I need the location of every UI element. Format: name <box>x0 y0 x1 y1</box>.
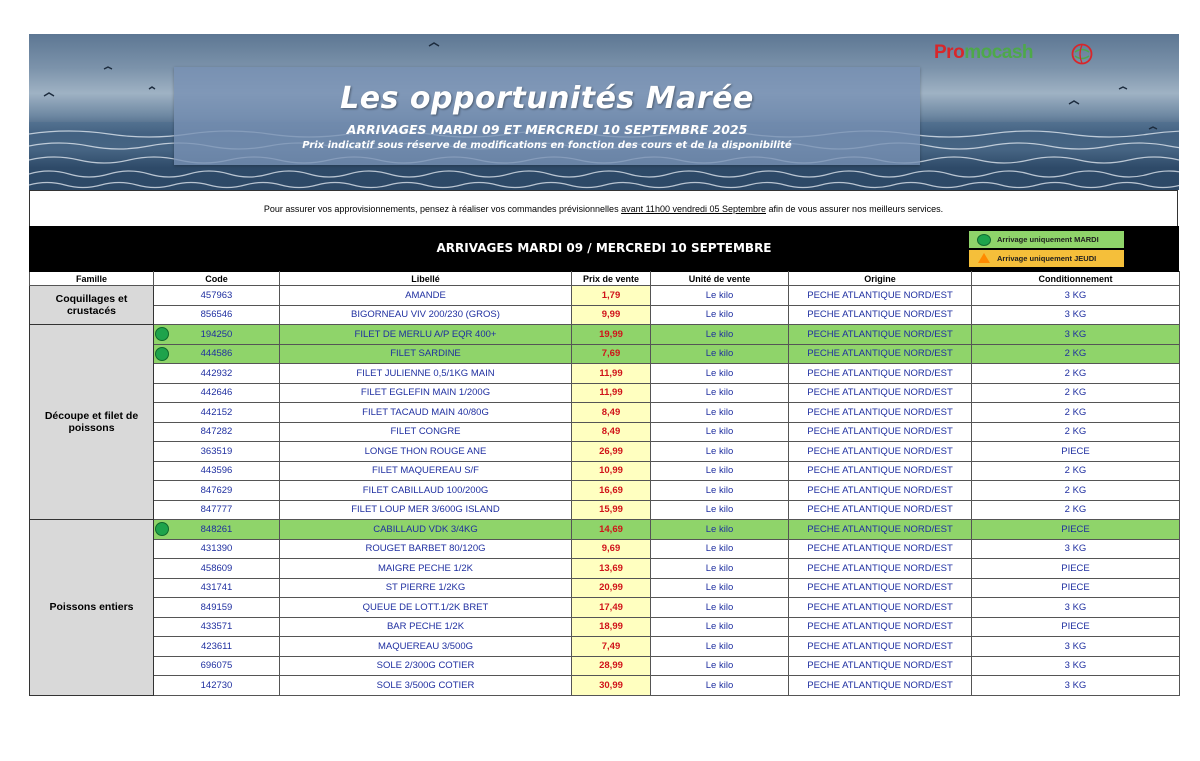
title-panel <box>174 67 920 165</box>
order-deadline: avant 11h00 vendredi 05 Septembre <box>621 204 767 214</box>
section-header <box>29 226 1179 271</box>
legend <box>969 231 1124 269</box>
table-row: 856546 BIGORNEAU VIV 200/230 (GROS) 9,99 Le kilo PECHE ATLANTIQUE NORD/EST 3 KG <box>30 305 1180 325</box>
col-prix: Prix de vente <box>572 272 651 286</box>
warning-triangle-icon <box>978 253 990 263</box>
promocash-logo: Promocash <box>934 42 1033 64</box>
globe-icon <box>1071 43 1093 65</box>
legend-jeudi: Arrivage uniquement JEUDI <box>969 250 1124 267</box>
table-row: 696075 SOLE 2/300G COTIER 28,99 Le kilo PECHE ATLANTIQUE NORD/EST 3 KG <box>30 656 1180 676</box>
table-row: 433571 BAR PECHE 1/2K 18,99 Le kilo PECHE ATLANTIQUE NORD/EST PIECE <box>30 617 1180 637</box>
product-table <box>29 271 1180 696</box>
table-row: 142730 SOLE 3/500G COTIER 30,99 Le kilo PECHE ATLANTIQUE NORD/EST 3 KG <box>30 676 1180 696</box>
col-unite: Unité de vente <box>651 272 789 286</box>
table-row: 431390 ROUGET BARBET 80/120G 9,69 Le kilo PECHE ATLANTIQUE NORD/EST 3 KG <box>30 539 1180 559</box>
table-header <box>30 272 1180 286</box>
table-row: 458609 MAIGRE PECHE 1/2K 13,69 Le kilo PECHE ATLANTIQUE NORD/EST PIECE <box>30 559 1180 579</box>
sea-banner <box>29 34 1179 190</box>
legend-mardi: Arrivage uniquement MARDI <box>969 231 1124 248</box>
price-disclaimer: Prix indicatif sous réserve de modifications en fonction des cours et de la disponibilité <box>302 140 792 151</box>
table-row: 847777 FILET LOUP MER 3/600G ISLAND 15,99 Le kilo PECHE ATLANTIQUE NORD/EST 2 KG <box>30 500 1180 520</box>
order-notice: Pour assurer vos approvisionnements, pensez à réaliser vos commandes prévisionnelles avant 11h00 vendredi 05 Septembre afin de vous assurer nos meilleurs services. <box>29 190 1178 226</box>
col-code: Code <box>154 272 280 286</box>
page-subtitle: ARRIVAGES MARDI 09 ET MERCREDI 10 SEPTEMBRE 2025 <box>346 122 748 137</box>
table-row: 363519 LONGE THON ROUGE ANE 26,99 Le kilo PECHE ATLANTIQUE NORD/EST PIECE <box>30 442 1180 462</box>
col-conditionnement: Conditionnement <box>972 272 1180 286</box>
mardi-marker-icon <box>155 522 169 536</box>
green-dot-icon <box>977 234 991 246</box>
table-row: 443596 FILET MAQUEREAU S/F 10,99 Le kilo PECHE ATLANTIQUE NORD/EST 2 KG <box>30 461 1180 481</box>
table-row: 849159 QUEUE DE LOTT.1/2K BRET 17,49 Le kilo PECHE ATLANTIQUE NORD/EST 3 KG <box>30 598 1180 618</box>
page-title: Les opportunités Marée <box>340 81 754 116</box>
section-title: ARRIVAGES MARDI 09 / MERCREDI 10 SEPTEMBRE <box>436 241 772 255</box>
col-famille: Famille <box>30 272 154 286</box>
table-row: 847629 FILET CABILLAUD 100/200G 16,69 Le kilo PECHE ATLANTIQUE NORD/EST 2 KG <box>30 481 1180 501</box>
table-row: 847282 FILET CONGRE 8,49 Le kilo PECHE ATLANTIQUE NORD/EST 2 KG <box>30 422 1180 442</box>
table-row: 431741 ST PIERRE 1/2KG 20,99 Le kilo PECHE ATLANTIQUE NORD/EST PIECE <box>30 578 1180 598</box>
family-cell: Poissons entiers <box>30 520 154 696</box>
table-row: 442152 FILET TACAUD MAIN 40/80G 8,49 Le kilo PECHE ATLANTIQUE NORD/EST 2 KG <box>30 403 1180 423</box>
mardi-marker-icon <box>155 327 169 341</box>
col-libelle: Libellé <box>280 272 572 286</box>
table-row: 442932 FILET JULIENNE 0,5/1KG MAIN 11,99 Le kilo PECHE ATLANTIQUE NORD/EST 2 KG <box>30 364 1180 384</box>
family-cell: Coquillages et crustacés <box>30 286 154 325</box>
family-cell: Découpe et filet de poissons <box>30 325 154 520</box>
table-row: 442646 FILET EGLEFIN MAIN 1/200G 11,99 Le kilo PECHE ATLANTIQUE NORD/EST 2 KG <box>30 383 1180 403</box>
table-row: 423611 MAQUEREAU 3/500G 7,49 Le kilo PECHE ATLANTIQUE NORD/EST 3 KG <box>30 637 1180 657</box>
table-row: Coquillages et crustacés 457963 AMANDE 1,79 Le kilo PECHE ATLANTIQUE NORD/EST 3 KG <box>30 286 1180 306</box>
table-row: Poissons entiers 848261 CABILLAUD VDK 3/4KG 14,69 Le kilo PECHE ATLANTIQUE NORD/EST PIECE <box>30 520 1180 540</box>
col-origine: Origine <box>789 272 972 286</box>
mardi-marker-icon <box>155 347 169 361</box>
table-row: 444586 FILET SARDINE 7,69 Le kilo PECHE ATLANTIQUE NORD/EST 2 KG <box>30 344 1180 364</box>
table-row: Découpe et filet de poissons 194250 FILET DE MERLU A/P EQR 400+ 19,99 Le kilo PECHE ATLANTIQUE NORD/EST 3 KG <box>30 325 1180 345</box>
